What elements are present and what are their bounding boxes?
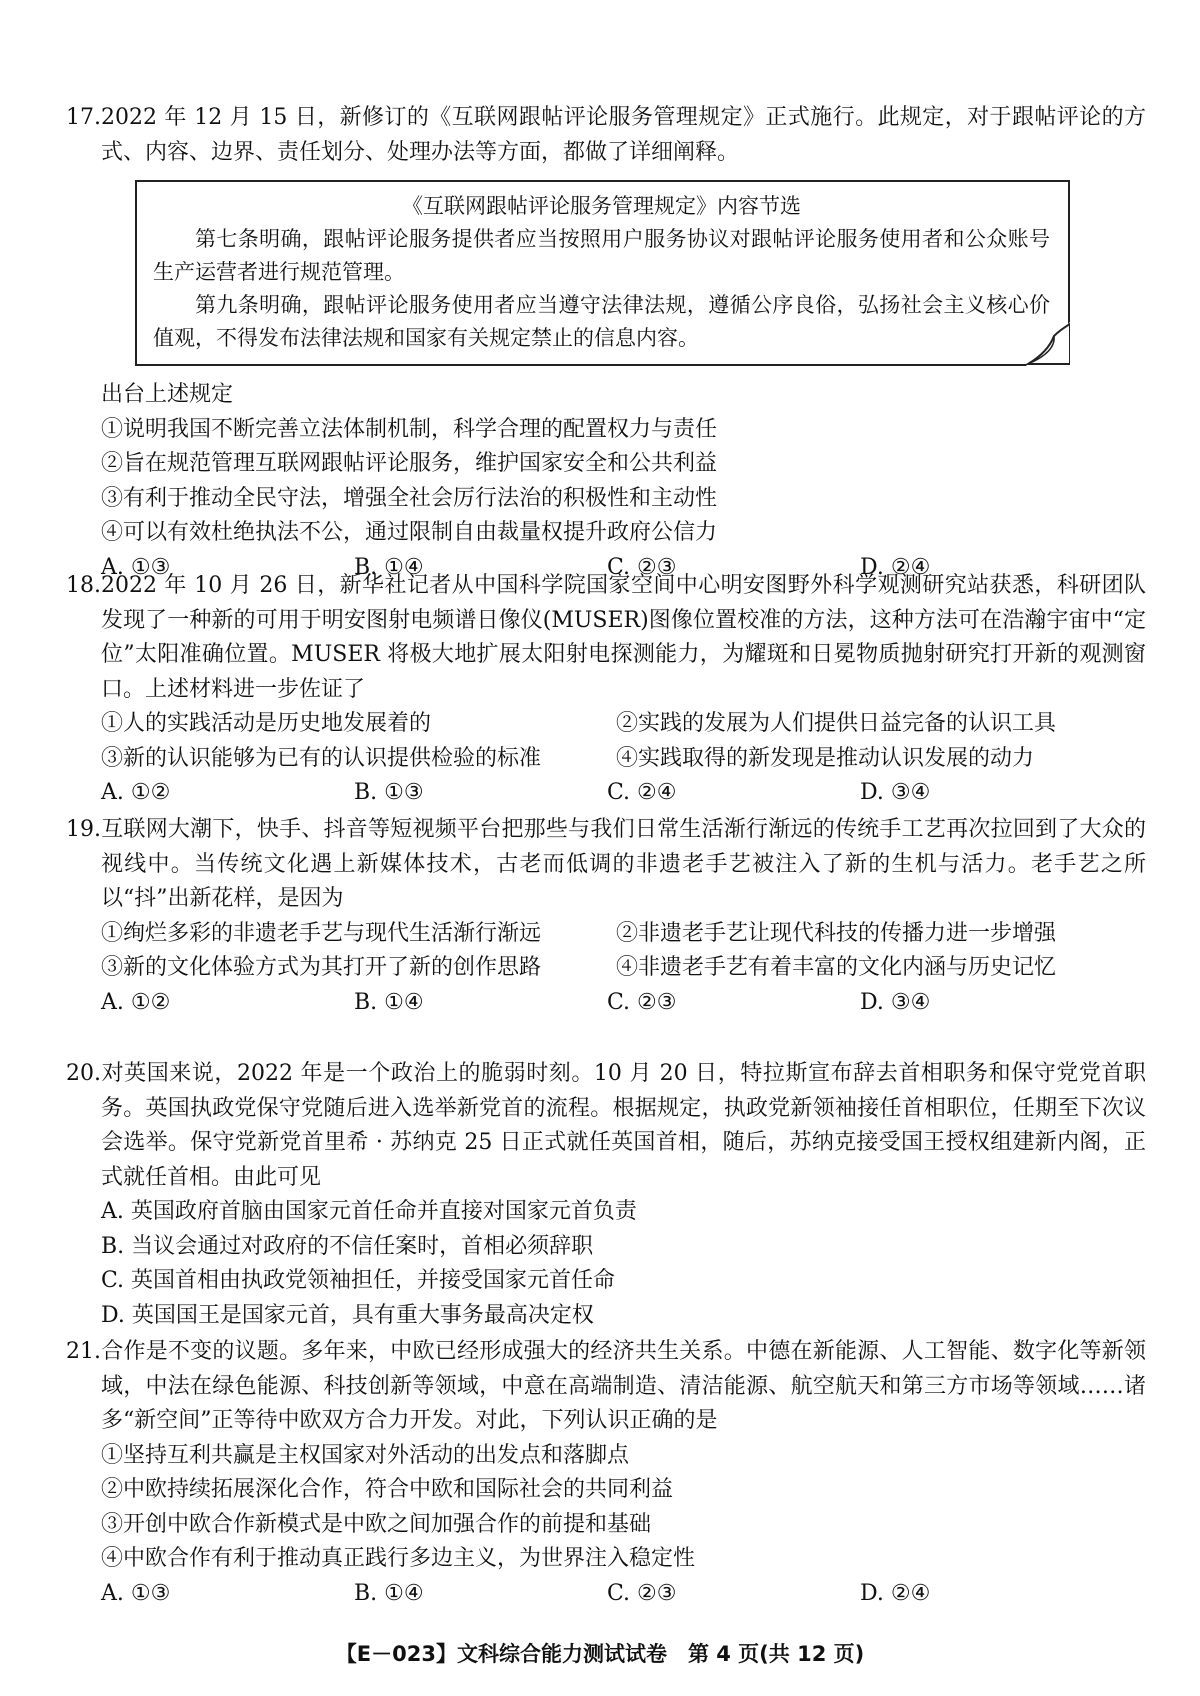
statement-item: ②实践的发展为人们提供日益完备的认识工具 <box>616 711 1057 736</box>
choice-a[interactable]: A. ①③ <box>101 1580 171 1606</box>
question-number: 18. <box>66 573 101 598</box>
choice-c[interactable]: C. ②③ <box>607 989 677 1015</box>
choice-d[interactable]: D. ②④ <box>860 1580 931 1606</box>
statement-item: ③有利于推动全民守法，增强全社会厉行法治的积极性和主动性 <box>101 485 718 511</box>
question-stem <box>66 1335 1146 1439</box>
choice-a[interactable]: A. ①③ <box>101 554 171 580</box>
question-stem <box>66 569 1146 707</box>
choice-c[interactable]: C. ②③ <box>607 554 677 580</box>
question-stem <box>66 101 1146 170</box>
answer-choices <box>66 776 1146 811</box>
question-number: 20. <box>66 1061 101 1086</box>
statement-item: ②中欧持续拓展深化合作，符合中欧和国际社会的共同利益 <box>101 1477 674 1502</box>
question-number: 19. <box>66 817 101 842</box>
statement-row <box>66 742 1146 777</box>
statement-item: ①绚烂多彩的非遗老手艺与现代生活渐行渐远 <box>101 920 542 946</box>
question-number: 21. <box>66 1339 101 1364</box>
excerpt-box <box>135 180 1070 366</box>
choice-b[interactable]: B. ①④ <box>354 554 424 580</box>
question-stem <box>66 1057 1146 1195</box>
statement-item: ③新的认识能够为已有的认识提供检验的标准 <box>101 745 542 771</box>
statement-row <box>66 707 1146 742</box>
question-number: 17. <box>66 105 101 130</box>
page-curl-icon <box>1026 322 1070 366</box>
question-17 <box>66 101 1146 585</box>
page-footer: 【E－023】文科综合能力测试试卷 第 4 页(共 12 页) <box>335 1642 865 1666</box>
choice-b[interactable]: B. ①④ <box>354 989 424 1015</box>
choice-d[interactable]: D. 英国国王是国家元首，具有重大事务最高决定权 <box>101 1302 594 1328</box>
choice-c[interactable]: C. ②③ <box>607 1580 677 1606</box>
choice-a[interactable]: A. ①② <box>101 780 171 805</box>
question-lead: 出台上述规定 <box>101 382 234 407</box>
statement-item: ④中欧合作有利于推动真正践行多边主义，为世界注入稳定性 <box>101 1546 696 1571</box>
question-18 <box>66 569 1146 811</box>
question-text: 对英国来说，2022 年是一个政治上的脆弱时刻。10 月 20 日，特拉斯宣布辞去首相职务和保守党党首职务。英国执政党保守党随后进入选举新党首的流程。根据规定，执政党新领袖接任首相职位，任期至下次议会选举。保守党新党首里希 · 苏纳克 25 日正式就任英国首相，随后，苏纳克接受国王授权组建新内阁，正式就任首相。由此可见 <box>101 1061 1146 1190</box>
choice-d[interactable]: D. ③④ <box>860 989 931 1015</box>
excerpt-title: 《互联网跟帖评论服务管理规定》内容节选 <box>402 194 801 218</box>
statement-item: ④非遗老手艺有着丰富的文化内涵与历史记忆 <box>616 955 1057 980</box>
statement-item: ③开创中欧合作新模式是中欧之间加强合作的前提和基础 <box>101 1511 652 1537</box>
choice-c[interactable]: C. ②④ <box>607 780 677 805</box>
statement-item: ①人的实践活动是历史地发展着的 <box>101 711 432 736</box>
statement-row <box>66 951 1146 986</box>
statement-item: ④实践取得的新发现是推动认识发展的动力 <box>616 745 1035 771</box>
statement-item: ③新的文化体验方式为其打开了新的创作思路 <box>101 955 542 980</box>
question-text: 2022 年 12 月 15 日，新修订的《互联网跟帖评论服务管理规定》正式施行。此规定，对于跟帖评论的方式、内容、边界、责任划分、处理办法等方面，都做了详细阐释。 <box>101 105 1146 165</box>
statement-item: ④可以有效杜绝执法不公，通过限制自由裁量权提升政府公信力 <box>101 520 718 545</box>
question-text: 合作是不变的议题。多年来，中欧已经形成强大的经济共生关系。中德在新能源、人工智能、数字化等新领域，中法在绿色能源、科技创新等领域，中意在高端制造、清洁能源、航空航天和第三方市场等领域……诸多“新空间”正等待中欧双方合力开发。对此，下列认识正确的是 <box>101 1339 1146 1433</box>
choice-b[interactable]: B. ①③ <box>354 780 424 805</box>
choice-b[interactable]: B. 当议会通过对政府的不信任案时，首相必须辞职 <box>101 1233 594 1259</box>
question-20 <box>66 1057 1146 1333</box>
choice-b[interactable]: B. ①④ <box>354 1580 424 1606</box>
choice-d[interactable]: D. ③④ <box>860 780 931 805</box>
answer-choices <box>66 986 1146 1021</box>
question-21 <box>66 1335 1146 1611</box>
question-stem <box>66 813 1146 917</box>
statement-row <box>66 917 1146 952</box>
statement-item: ②非遗老手艺让现代科技的传播力进一步增强 <box>616 920 1057 946</box>
statement-item: ②旨在规范管理互联网跟帖评论服务，维护国家安全和公共利益 <box>101 451 718 476</box>
choice-d[interactable]: D. ②④ <box>860 554 931 580</box>
question-text: 2022 年 10 月 26 日，新华社记者从中国科学院国家空间中心明安图野外科学观测研究站获悉，科研团队发现了一种新的可用于明安图射电频谱日像仪(MUSER)图像位置校准的方法，这种方法可在浩瀚宇宙中“定位”太阳准确位置。MUSER 将极大地扩展太阳射电探测能力，为耀斑和日冕物质抛射研究打开新的观测窗口。上述材料进一步佐证了 <box>101 573 1146 702</box>
statement-item: ①说明我国不断完善立法体制机制，科学合理的配置权力与责任 <box>101 416 718 442</box>
choice-c[interactable]: C. 英国首相由执政党领袖担任，并接受国家元首任命 <box>101 1268 616 1293</box>
excerpt-paragraph: 第七条明确，跟帖评论服务提供者应当按照用户服务协议对跟帖评论服务使用者和公众账号生产运营者进行规范管理。 <box>153 227 1050 284</box>
question-19 <box>66 813 1146 1020</box>
answer-choices <box>66 1577 1146 1612</box>
excerpt-paragraph: 第九条明确，跟帖评论服务使用者应当遵守法律法规，遵循公序良俗，弘扬社会主义核心价值观，不得发布法律法规和国家有关规定禁止的信息内容。 <box>153 293 1050 350</box>
question-text: 互联网大潮下，快手、抖音等短视频平台把那些与我们日常生活渐行渐远的传统手工艺再次拉回到了大众的视线中。当传统文化遇上新媒体技术，古老而低调的非遗老手艺被注入了新的生机与活力。老手艺之所以“抖”出新花样，是因为 <box>101 817 1146 911</box>
choice-a[interactable]: A. 英国政府首脑由国家元首任命并直接对国家元首负责 <box>101 1199 637 1224</box>
choice-a[interactable]: A. ①② <box>101 989 171 1015</box>
statement-item: ①坚持互利共赢是主权国家对外活动的出发点和落脚点 <box>101 1442 630 1468</box>
